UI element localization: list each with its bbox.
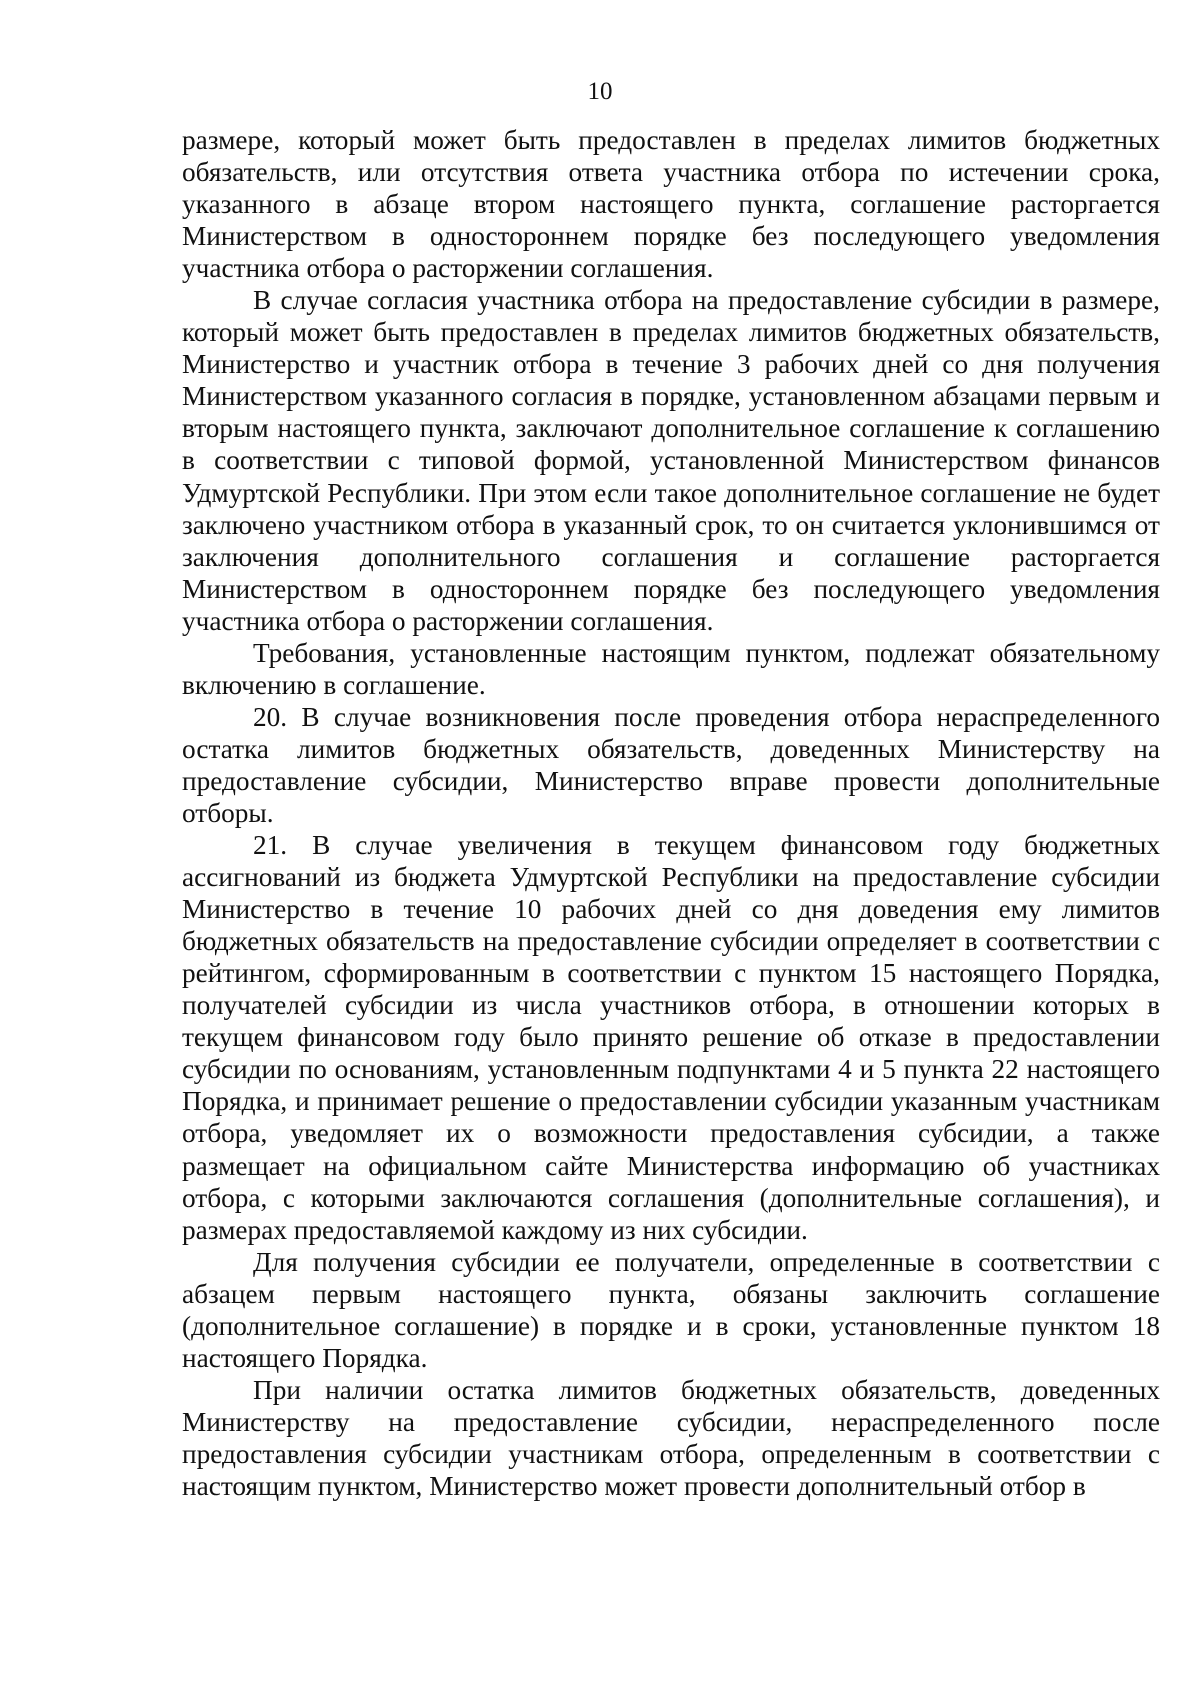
paragraph-item-21: 21. В случае увеличения в текущем финансовом году бюджетных ассигнований из бюджета Удмуртской Республики на предоставление субсидии Министерство в течение 10 рабочих дней со дня доведения ему лимитов бюджетных обязательств на предоставление субсидии определяет в соответствии с рейтингом, сформированным в соответствии с пунктом 15 настоящего Порядка, получателей субсидии из числа участников отбора, в отношении которых в текущем финансовом году было принято решение об отказе в предоставлении субсидии по основаниям, установленным подпунктами 4 и 5 пункта 22 настоящего Порядка, и принимает решение о предоставлении субсидии указанным участникам отбора, уведомляет их о возможности предоставления субсидии, а также размещает на официальном сайте Министерства информацию об участниках отбора, с которыми заключаются соглашения (дополнительные соглашения), и размерах предоставляемой каждому из них субсидии. bbox=[182, 830, 1160, 1245]
paragraph-recipients-obligation: Для получения субсидии ее получатели, определенные в соответствии с абзацем первым настоящего пункта, обязаны заключить соглашение (дополнительное соглашение) в порядке и в сроки, установленные пунктом 18 настоящего Порядка. bbox=[182, 1246, 1160, 1373]
page-number: 10 bbox=[587, 78, 613, 105]
document-body bbox=[182, 124, 1160, 1502]
paragraph-consent-additional-agreement: В случае согласия участника отбора на предоставление субсидии в размере, который может быть предоставлен в пределах лимитов бюджетных обязательств, Министерство и участник отбора в течение 3 рабочих дней со дня получения Министерством указанного согласия в порядке, установленном абзацами первым и вторым настоящего пункта, заключают дополнительное соглашение к соглашению в соответствии с типовой формой, установленной Министерством финансов Удмуртской Республики. При этом если такое дополнительное соглашение не будет заключено участником отбора в указанный срок, то он считается уклонившимся от заключения дополнительного соглашения и соглашение расторгается Министерством в одностороннем порядке без последующего уведомления участника отбора о расторжении соглашения. bbox=[182, 285, 1160, 636]
paragraph-item-20: 20. В случае возникновения после проведения отбора нераспределенного остатка лимитов бюджетных обязательств, доведенных Министерству на предоставление субсидии, Министерство вправе провести дополнительные отборы. bbox=[182, 701, 1160, 828]
paragraph-continuation: размере, который может быть предоставлен в пределах лимитов бюджетных обязательств, или отсутствия ответа участника отбора по истечении срока, указанного в абзаце втором настоящего пункта, соглашение расторгается Министерством в одностороннем порядке без последующего уведомления участника отбора о расторжении соглашения. bbox=[182, 125, 1160, 284]
paragraph-requirements: Требования, установленные настоящим пунктом, подлежат обязательному включению в соглашение. bbox=[182, 637, 1160, 700]
paragraph-remaining-limits: При наличии остатка лимитов бюджетных обязательств, доведенных Министерству на предоставление субсидии, нераспределенного после предоставления субсидии участникам отбора, определенным в соответствии с настоящим пунктом, Министерство может провести дополнительный отбор в bbox=[182, 1374, 1160, 1501]
